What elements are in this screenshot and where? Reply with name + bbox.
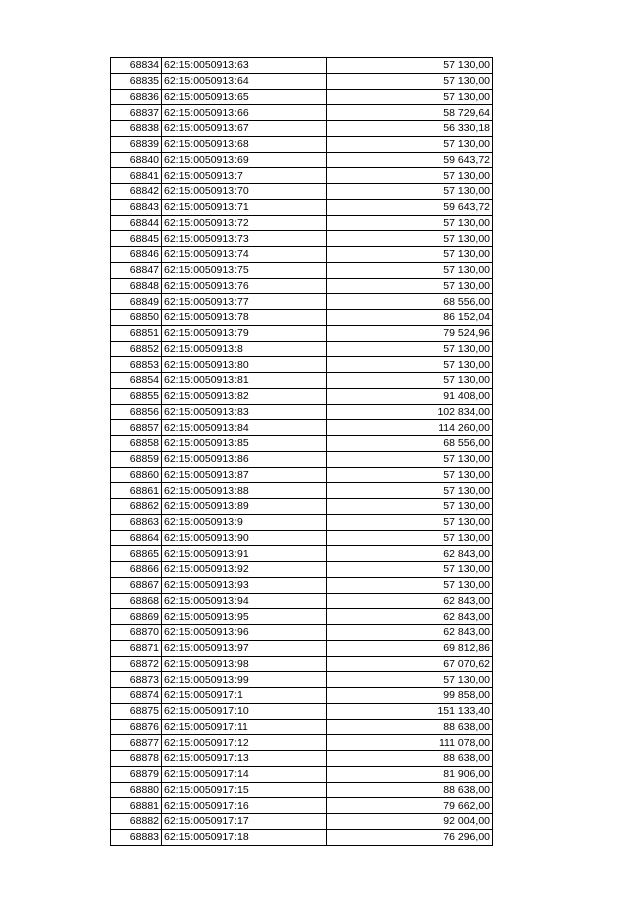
table-row bbox=[111, 530, 493, 546]
table-row bbox=[111, 625, 493, 641]
cadastral-number-cell: 62:15:0050917:17 bbox=[162, 814, 327, 830]
cadastral-value-cell: 57 130,00 bbox=[327, 231, 493, 247]
table-row bbox=[111, 278, 493, 294]
row-number-cell: 68837 bbox=[111, 105, 162, 121]
table-row bbox=[111, 483, 493, 499]
table-row bbox=[111, 325, 493, 341]
cadastral-value-cell: 57 130,00 bbox=[327, 577, 493, 593]
cadastral-number-cell: 62:15:0050913:77 bbox=[162, 294, 327, 310]
table-row bbox=[111, 814, 493, 830]
cadastral-number-cell: 62:15:0050913:83 bbox=[162, 404, 327, 420]
cadastral-value-cell: 79 524,96 bbox=[327, 325, 493, 341]
row-number-cell: 68881 bbox=[111, 798, 162, 814]
row-number-cell: 68870 bbox=[111, 625, 162, 641]
table-row bbox=[111, 357, 493, 373]
cadastral-number-cell: 62:15:0050917:1 bbox=[162, 688, 327, 704]
row-number-cell: 68882 bbox=[111, 814, 162, 830]
cadastral-value-cell: 62 843,00 bbox=[327, 625, 493, 641]
cadastral-value-cell: 57 130,00 bbox=[327, 499, 493, 515]
row-number-cell: 68851 bbox=[111, 325, 162, 341]
row-number-cell: 68848 bbox=[111, 278, 162, 294]
cadastral-number-cell: 62:15:0050913:98 bbox=[162, 656, 327, 672]
cadastral-value-cell: 69 812,86 bbox=[327, 640, 493, 656]
row-number-cell: 68835 bbox=[111, 73, 162, 89]
table-row bbox=[111, 499, 493, 515]
cadastral-value-cell: 57 130,00 bbox=[327, 215, 493, 231]
cadastral-number-cell: 62:15:0050913:67 bbox=[162, 121, 327, 137]
cadastral-value-cell: 57 130,00 bbox=[327, 58, 493, 74]
cadastral-value-cell: 79 662,00 bbox=[327, 798, 493, 814]
row-number-cell: 68854 bbox=[111, 373, 162, 389]
row-number-cell: 68844 bbox=[111, 215, 162, 231]
row-number-cell: 68849 bbox=[111, 294, 162, 310]
cadastral-number-cell: 62:15:0050913:69 bbox=[162, 152, 327, 168]
table-row bbox=[111, 247, 493, 263]
cadastral-number-cell: 62:15:0050913:76 bbox=[162, 278, 327, 294]
cadastral-number-cell: 62:15:0050913:93 bbox=[162, 577, 327, 593]
row-number-cell: 68877 bbox=[111, 735, 162, 751]
row-number-cell: 68871 bbox=[111, 640, 162, 656]
table-row bbox=[111, 640, 493, 656]
cadastral-value-cell: 57 130,00 bbox=[327, 562, 493, 578]
cadastral-value-cell: 57 130,00 bbox=[327, 672, 493, 688]
cadastral-value-cell: 57 130,00 bbox=[327, 530, 493, 546]
row-number-cell: 68873 bbox=[111, 672, 162, 688]
row-number-cell: 68869 bbox=[111, 609, 162, 625]
cadastral-number-cell: 62:15:0050913:9 bbox=[162, 514, 327, 530]
cadastral-value-cell: 102 834,00 bbox=[327, 404, 493, 420]
table-row bbox=[111, 514, 493, 530]
cadastral-value-cell: 59 643,72 bbox=[327, 152, 493, 168]
table-row bbox=[111, 136, 493, 152]
table-row bbox=[111, 467, 493, 483]
cadastral-number-cell: 62:15:0050913:72 bbox=[162, 215, 327, 231]
cadastral-number-cell: 62:15:0050913:90 bbox=[162, 530, 327, 546]
cadastral-value-cell: 57 130,00 bbox=[327, 89, 493, 105]
row-number-cell: 68863 bbox=[111, 514, 162, 530]
row-number-cell: 68839 bbox=[111, 136, 162, 152]
cadastral-number-cell: 62:15:0050913:70 bbox=[162, 184, 327, 200]
cadastral-number-cell: 62:15:0050913:73 bbox=[162, 231, 327, 247]
cadastral-number-cell: 62:15:0050917:13 bbox=[162, 751, 327, 767]
table-row bbox=[111, 609, 493, 625]
cadastral-number-cell: 62:15:0050913:65 bbox=[162, 89, 327, 105]
cadastral-number-cell: 62:15:0050917:16 bbox=[162, 798, 327, 814]
cadastral-number-cell: 62:15:0050917:10 bbox=[162, 703, 327, 719]
cadastral-number-cell: 62:15:0050913:71 bbox=[162, 199, 327, 215]
cadastral-value-cell: 111 078,00 bbox=[327, 735, 493, 751]
cadastral-value-cell: 76 296,00 bbox=[327, 829, 493, 845]
table-row bbox=[111, 388, 493, 404]
cadastral-number-cell: 62:15:0050913:94 bbox=[162, 593, 327, 609]
row-number-cell: 68860 bbox=[111, 467, 162, 483]
cadastral-value-cell: 151 133,40 bbox=[327, 703, 493, 719]
cadastral-value-cell: 81 906,00 bbox=[327, 766, 493, 782]
row-number-cell: 68879 bbox=[111, 766, 162, 782]
cadastral-value-cell: 114 260,00 bbox=[327, 420, 493, 436]
cadastral-number-cell: 62:15:0050913:97 bbox=[162, 640, 327, 656]
table-row bbox=[111, 294, 493, 310]
cadastral-number-cell: 62:15:0050917:12 bbox=[162, 735, 327, 751]
cadastral-number-cell: 62:15:0050913:86 bbox=[162, 451, 327, 467]
table-row bbox=[111, 735, 493, 751]
cadastral-value-cell: 88 638,00 bbox=[327, 751, 493, 767]
cadastral-number-cell: 62:15:0050913:64 bbox=[162, 73, 327, 89]
table-row bbox=[111, 656, 493, 672]
cadastral-number-cell: 62:15:0050913:89 bbox=[162, 499, 327, 515]
cadastral-number-cell: 62:15:0050917:14 bbox=[162, 766, 327, 782]
table-row bbox=[111, 688, 493, 704]
table-row bbox=[111, 121, 493, 137]
row-number-cell: 68875 bbox=[111, 703, 162, 719]
table-row bbox=[111, 262, 493, 278]
table-row bbox=[111, 798, 493, 814]
table-row bbox=[111, 719, 493, 735]
row-number-cell: 68843 bbox=[111, 199, 162, 215]
table-row bbox=[111, 672, 493, 688]
row-number-cell: 68834 bbox=[111, 58, 162, 74]
cadastral-value-cell: 92 004,00 bbox=[327, 814, 493, 830]
table-row bbox=[111, 184, 493, 200]
table-row bbox=[111, 451, 493, 467]
cadastral-value-cell: 57 130,00 bbox=[327, 184, 493, 200]
row-number-cell: 68858 bbox=[111, 436, 162, 452]
table-row bbox=[111, 341, 493, 357]
cadastral-number-cell: 62:15:0050913:7 bbox=[162, 168, 327, 184]
cadastral-value-cell: 57 130,00 bbox=[327, 136, 493, 152]
table-body bbox=[111, 58, 493, 846]
row-number-cell: 68840 bbox=[111, 152, 162, 168]
row-number-cell: 68846 bbox=[111, 247, 162, 263]
cadastral-value-cell: 99 858,00 bbox=[327, 688, 493, 704]
row-number-cell: 68850 bbox=[111, 310, 162, 326]
cadastral-value-cell: 88 638,00 bbox=[327, 719, 493, 735]
table-row bbox=[111, 782, 493, 798]
row-number-cell: 68880 bbox=[111, 782, 162, 798]
cadastral-number-cell: 62:15:0050913:95 bbox=[162, 609, 327, 625]
cadastral-number-cell: 62:15:0050913:68 bbox=[162, 136, 327, 152]
row-number-cell: 68868 bbox=[111, 593, 162, 609]
table-row bbox=[111, 152, 493, 168]
table-row bbox=[111, 829, 493, 845]
cadastral-value-cell: 86 152,04 bbox=[327, 310, 493, 326]
row-number-cell: 68847 bbox=[111, 262, 162, 278]
row-number-cell: 68876 bbox=[111, 719, 162, 735]
cadastral-number-cell: 62:15:0050913:96 bbox=[162, 625, 327, 641]
table-row bbox=[111, 89, 493, 105]
cadastral-value-cell: 56 330,18 bbox=[327, 121, 493, 137]
table-row bbox=[111, 215, 493, 231]
table-row bbox=[111, 231, 493, 247]
cadastral-value-cell: 57 130,00 bbox=[327, 262, 493, 278]
cadastral-number-cell: 62:15:0050913:85 bbox=[162, 436, 327, 452]
row-number-cell: 68855 bbox=[111, 388, 162, 404]
cadastral-number-cell: 62:15:0050917:11 bbox=[162, 719, 327, 735]
cadastral-value-cell: 57 130,00 bbox=[327, 373, 493, 389]
cadastral-number-cell: 62:15:0050913:63 bbox=[162, 58, 327, 74]
row-number-cell: 68862 bbox=[111, 499, 162, 515]
cadastral-number-cell: 62:15:0050917:18 bbox=[162, 829, 327, 845]
row-number-cell: 68852 bbox=[111, 341, 162, 357]
cadastral-value-cell: 57 130,00 bbox=[327, 278, 493, 294]
row-number-cell: 68859 bbox=[111, 451, 162, 467]
cadastral-value-cell: 62 843,00 bbox=[327, 609, 493, 625]
row-number-cell: 68867 bbox=[111, 577, 162, 593]
row-number-cell: 68857 bbox=[111, 420, 162, 436]
cadastral-number-cell: 62:15:0050913:66 bbox=[162, 105, 327, 121]
cadastral-value-cell: 57 130,00 bbox=[327, 483, 493, 499]
table-row bbox=[111, 577, 493, 593]
cadastral-number-cell: 62:15:0050913:87 bbox=[162, 467, 327, 483]
cadastral-number-cell: 62:15:0050913:88 bbox=[162, 483, 327, 499]
cadastral-number-cell: 62:15:0050913:79 bbox=[162, 325, 327, 341]
cadastral-value-cell: 67 070,62 bbox=[327, 656, 493, 672]
cadastral-value-cell: 68 556,00 bbox=[327, 436, 493, 452]
table-row bbox=[111, 436, 493, 452]
cadastral-number-cell: 62:15:0050917:15 bbox=[162, 782, 327, 798]
table-row bbox=[111, 546, 493, 562]
cadastral-number-cell: 62:15:0050913:75 bbox=[162, 262, 327, 278]
table-row bbox=[111, 420, 493, 436]
cadastral-value-table bbox=[110, 57, 493, 846]
cadastral-number-cell: 62:15:0050913:80 bbox=[162, 357, 327, 373]
cadastral-value-cell: 57 130,00 bbox=[327, 357, 493, 373]
cadastral-number-cell: 62:15:0050913:84 bbox=[162, 420, 327, 436]
row-number-cell: 68866 bbox=[111, 562, 162, 578]
cadastral-number-cell: 62:15:0050913:82 bbox=[162, 388, 327, 404]
row-number-cell: 68845 bbox=[111, 231, 162, 247]
cadastral-value-cell: 57 130,00 bbox=[327, 247, 493, 263]
table-row bbox=[111, 105, 493, 121]
cadastral-number-cell: 62:15:0050913:81 bbox=[162, 373, 327, 389]
cadastral-value-cell: 62 843,00 bbox=[327, 593, 493, 609]
row-number-cell: 68872 bbox=[111, 656, 162, 672]
cadastral-number-cell: 62:15:0050913:92 bbox=[162, 562, 327, 578]
cadastral-number-cell: 62:15:0050913:99 bbox=[162, 672, 327, 688]
cadastral-value-cell: 91 408,00 bbox=[327, 388, 493, 404]
table-row bbox=[111, 404, 493, 420]
cadastral-value-cell: 57 130,00 bbox=[327, 514, 493, 530]
row-number-cell: 68838 bbox=[111, 121, 162, 137]
cadastral-value-cell: 68 556,00 bbox=[327, 294, 493, 310]
table-row bbox=[111, 593, 493, 609]
cadastral-value-cell: 57 130,00 bbox=[327, 467, 493, 483]
table-row bbox=[111, 310, 493, 326]
cadastral-value-cell: 57 130,00 bbox=[327, 73, 493, 89]
table-row bbox=[111, 168, 493, 184]
row-number-cell: 68836 bbox=[111, 89, 162, 105]
cadastral-number-cell: 62:15:0050913:74 bbox=[162, 247, 327, 263]
table-row bbox=[111, 58, 493, 74]
cadastral-number-cell: 62:15:0050913:78 bbox=[162, 310, 327, 326]
cadastral-value-cell: 57 130,00 bbox=[327, 451, 493, 467]
row-number-cell: 68874 bbox=[111, 688, 162, 704]
row-number-cell: 68864 bbox=[111, 530, 162, 546]
table-row bbox=[111, 703, 493, 719]
cadastral-number-cell: 62:15:0050913:91 bbox=[162, 546, 327, 562]
table-row bbox=[111, 199, 493, 215]
table-row bbox=[111, 73, 493, 89]
row-number-cell: 68878 bbox=[111, 751, 162, 767]
table-row bbox=[111, 751, 493, 767]
row-number-cell: 68865 bbox=[111, 546, 162, 562]
row-number-cell: 68861 bbox=[111, 483, 162, 499]
row-number-cell: 68853 bbox=[111, 357, 162, 373]
row-number-cell: 68842 bbox=[111, 184, 162, 200]
cadastral-value-cell: 62 843,00 bbox=[327, 546, 493, 562]
row-number-cell: 68856 bbox=[111, 404, 162, 420]
cadastral-value-cell: 57 130,00 bbox=[327, 341, 493, 357]
cadastral-value-cell: 57 130,00 bbox=[327, 168, 493, 184]
table-row bbox=[111, 766, 493, 782]
row-number-cell: 68883 bbox=[111, 829, 162, 845]
cadastral-value-cell: 58 729,64 bbox=[327, 105, 493, 121]
cadastral-value-cell: 59 643,72 bbox=[327, 199, 493, 215]
row-number-cell: 68841 bbox=[111, 168, 162, 184]
table-row bbox=[111, 373, 493, 389]
cadastral-value-cell: 88 638,00 bbox=[327, 782, 493, 798]
cadastral-number-cell: 62:15:0050913:8 bbox=[162, 341, 327, 357]
table-row bbox=[111, 562, 493, 578]
